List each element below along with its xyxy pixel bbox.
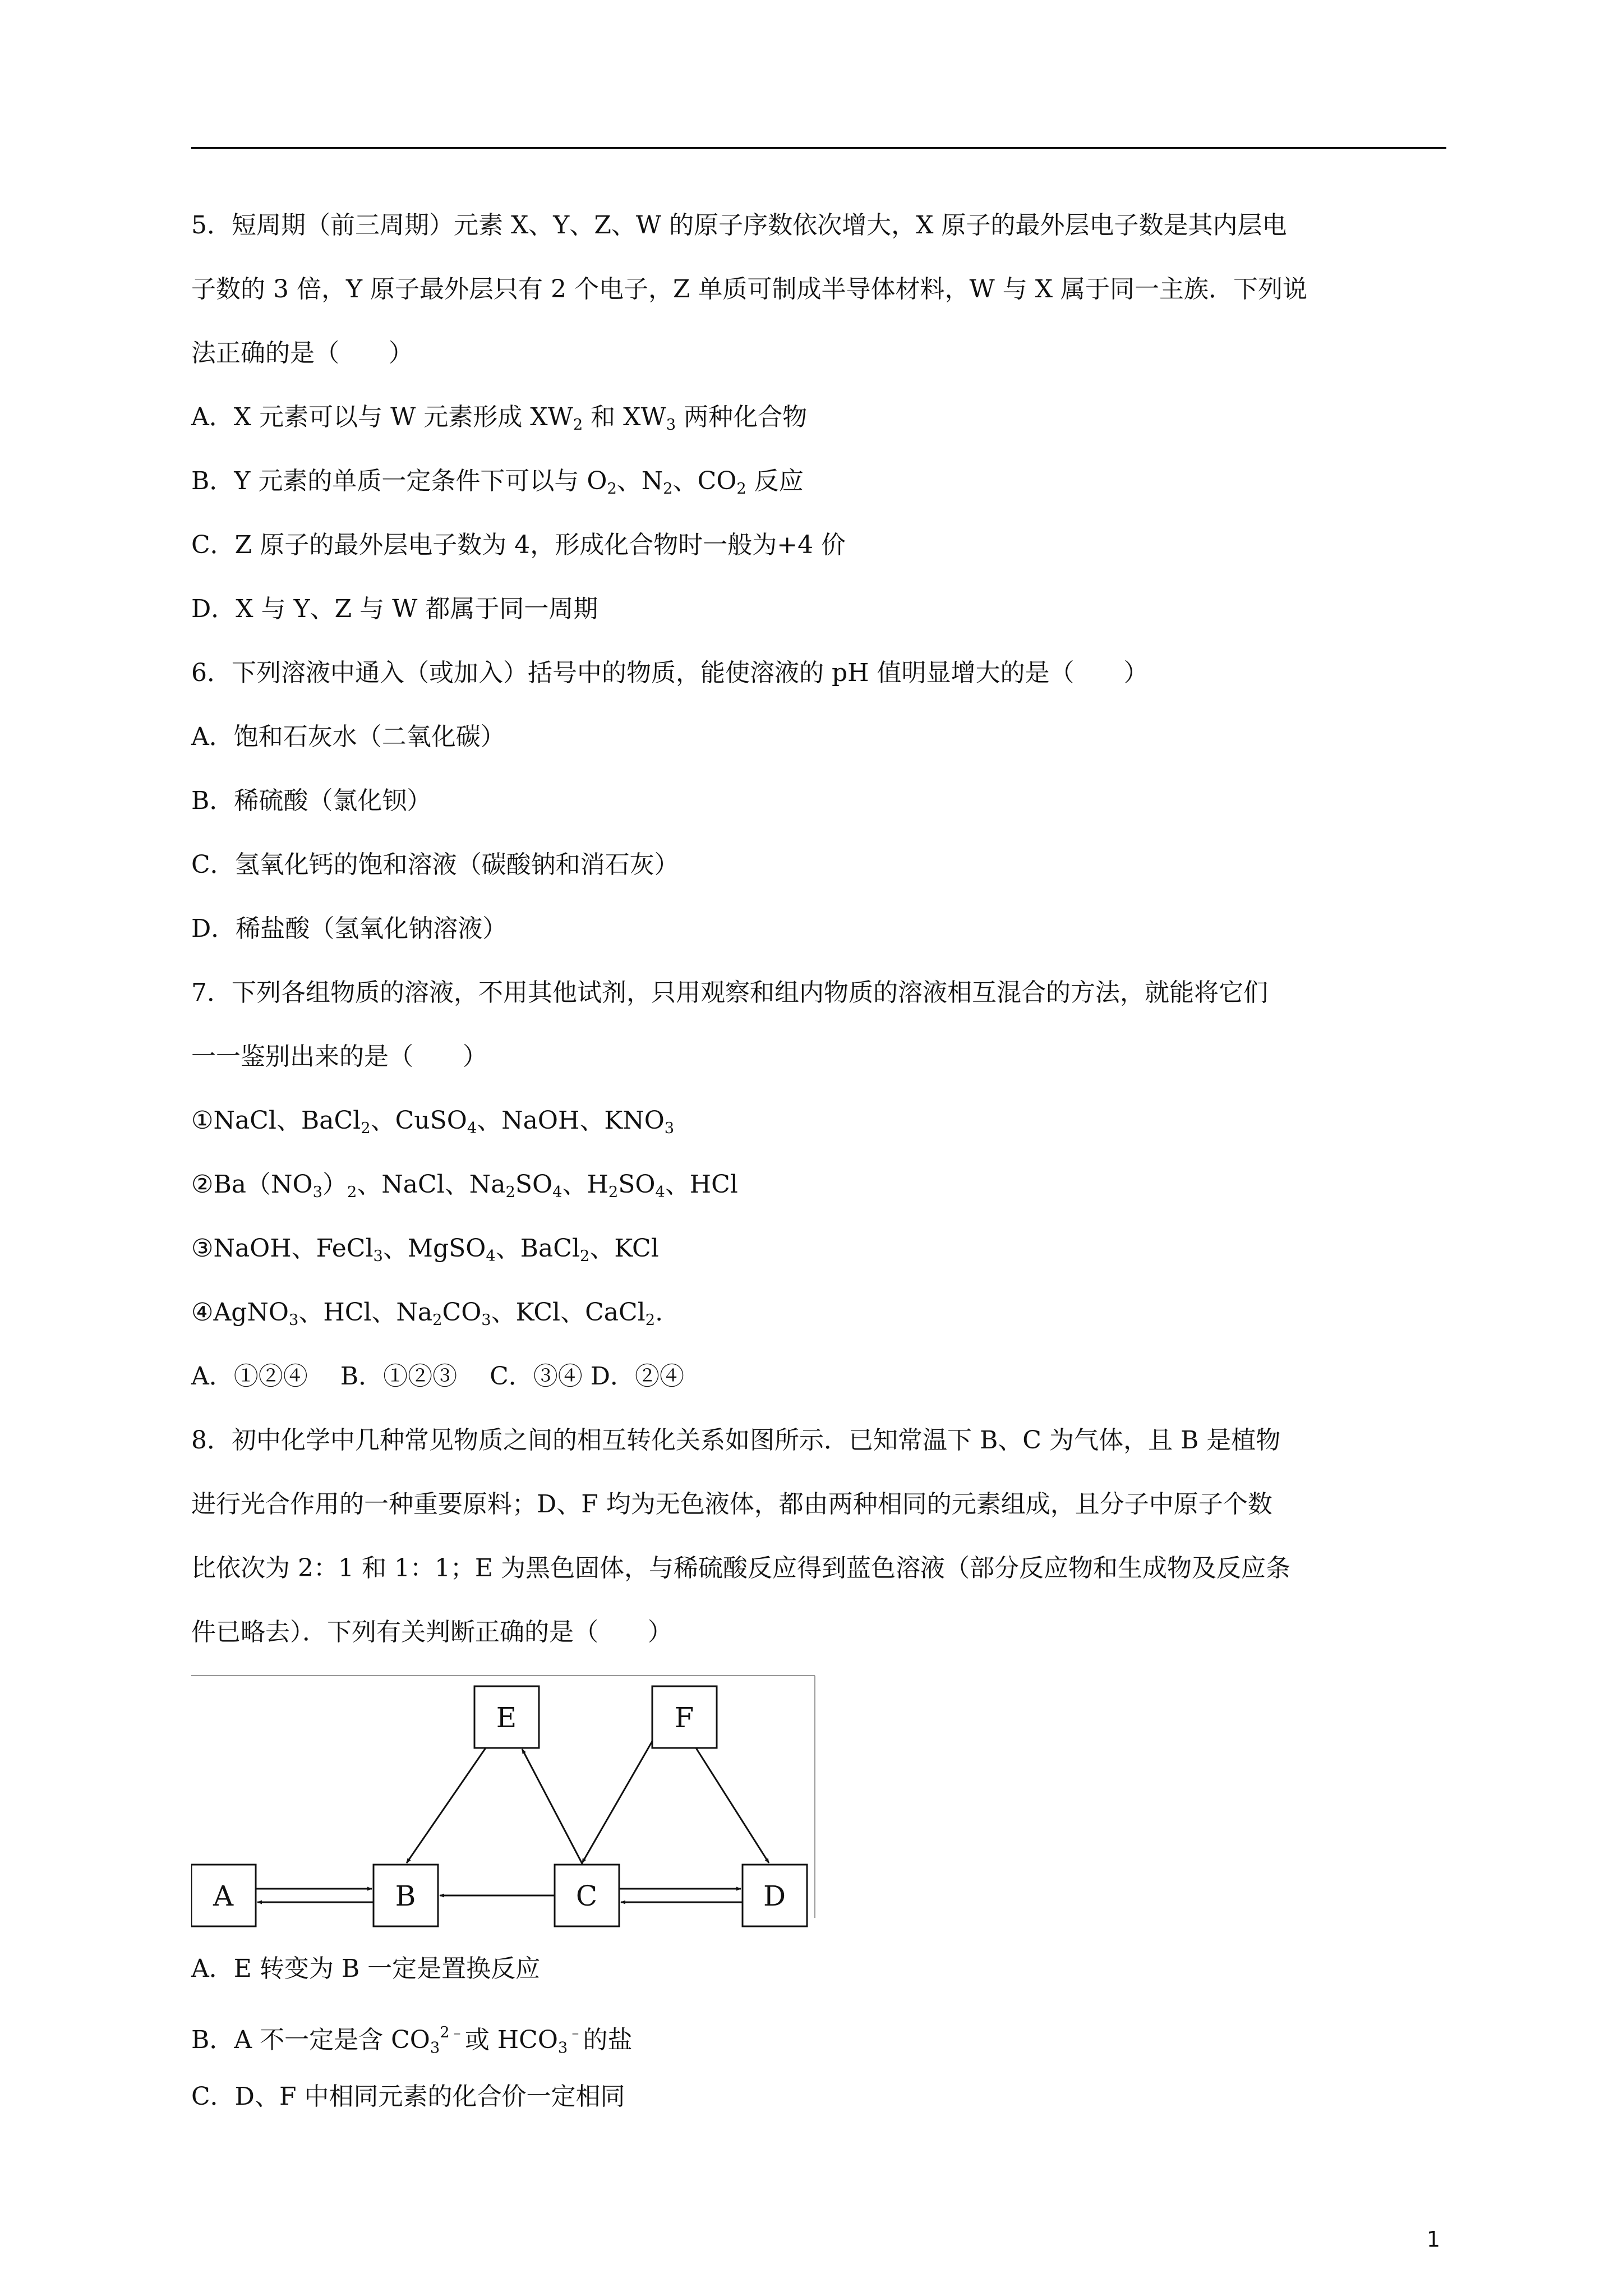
q7-group-3: ③NaOH、FeCl$_3$、MgSO$_4$、BaCl$_2$、KCl <box>191 1234 659 1266</box>
q8-stem-line1: 8．初中化学中几种常见物质之间的相互转化关系如图所示．已知常温下 B、C 为气体，且 B 是植物 <box>191 1426 1281 1455</box>
q8-stem-line2: 进行光合作用的一种重要原料；D、F 均为无色液体，都由两种相同的元素组成，且分子中原子个数 <box>191 1490 1272 1519</box>
arrow-c-to-e <box>522 1749 583 1865</box>
q5-stem-line2: 子数的 3 倍，Y 原子最外层只有 2 个电子，Z 单质可制成半导体材料，W 与 X 属于同一主族．下列说 <box>191 275 1308 303</box>
q7-options: A．①②④ B．①②③ C．③④ D．②④ <box>191 1362 685 1391</box>
q5-option-d: D．X 与 Y、Z 与 W 都属于同一周期 <box>191 595 598 623</box>
node-e-label: E <box>496 1701 517 1734</box>
arrow-f-to-d <box>696 1748 769 1863</box>
node-d-label: D <box>763 1880 786 1912</box>
q5-option-b: B．Y 元素的单质一定条件下可以与 $O_2$、$N_2$、$CO_2$ 反应 <box>191 467 804 498</box>
arrow-f-to-c <box>582 1741 652 1863</box>
q8-stem-line3: 比依次为 2：1 和 1：1；E 为黑色固体，与稀硫酸反应得到蓝色溶液（部分反应物和生成物及反应条 <box>191 1554 1291 1582</box>
header-rule <box>191 147 1446 149</box>
node-b-label: B <box>395 1880 416 1912</box>
q7-group-1: ①NaCl、BaCl$_2$、CuSO$_4$、NaOH、$KNO_3$ <box>191 1106 675 1138</box>
q8-stem-line4: 件已略去）．下列有关判断正确的是（ ） <box>191 1618 672 1646</box>
arrow-e-to-b <box>407 1748 486 1863</box>
page-number: 1 <box>1426 2227 1440 2252</box>
q7-group-4: ④AgNO$_3$、HCl、$Na_2CO_3$、KCl、CaCl$_2$. <box>191 1298 663 1329</box>
q7-stem-line2: 一一鉴别出来的是（ ） <box>191 1042 487 1071</box>
q8-option-c: C．D、F 中相同元素的化合价一定相同 <box>191 2082 625 2111</box>
q5-stem-line3: 法正确的是（ ） <box>191 339 413 367</box>
q6-option-d: D．稀盐酸（氢氧化钠溶液） <box>191 914 508 943</box>
q7-group-2: $②Ba(NO_3)_2$、NaCl、$Na_2SO_4$、$H_2SO_4$、HCl <box>191 1170 738 1202</box>
q6-option-b: B．稀硫酸（氯化钡） <box>191 786 432 815</box>
q6-option-c: C．氢氧化钙的饱和溶液（碳酸钠和消石灰） <box>191 850 679 879</box>
q8-option-a: A．E 转变为 B 一定是置换反应 <box>191 1954 541 1983</box>
node-a-label: A <box>213 1880 234 1912</box>
q8-option-b: B．A 不一定是含 $CO_3^{2﹣}$或 $HCO_3^﹣$的盐 <box>191 2024 633 2057</box>
q7-stem-line1: 7．下列各组物质的溶液，不用其他试剂，只用观察和组内物质的溶液相互混合的方法，就能将它们 <box>191 978 1268 1007</box>
q5-option-c: C．Z 原子的最外层电子数为 4，形成化合物时一般为+4 价 <box>191 531 846 559</box>
q6-option-a: A．饱和石灰水（二氧化碳） <box>191 723 505 751</box>
q5-option-a: A．X 元素可以与 W 元素形成 $XW_2$ 和 $XW_3$ 两种化合物 <box>191 403 808 434</box>
q6-stem: 6．下列溶液中通入（或加入）括号中的物质，能使溶液的 pH 值明显增大的是（ ） <box>191 659 1149 687</box>
q5-stem-line1: 5．短周期（前三周期）元素 X、Y、Z、W 的原子序数依次增大，X 原子的最外层电子数是其内层电 <box>191 211 1287 240</box>
node-c-label: C <box>575 1880 598 1912</box>
conversion-diagram <box>191 1674 825 1938</box>
node-f-label: F <box>674 1701 694 1734</box>
